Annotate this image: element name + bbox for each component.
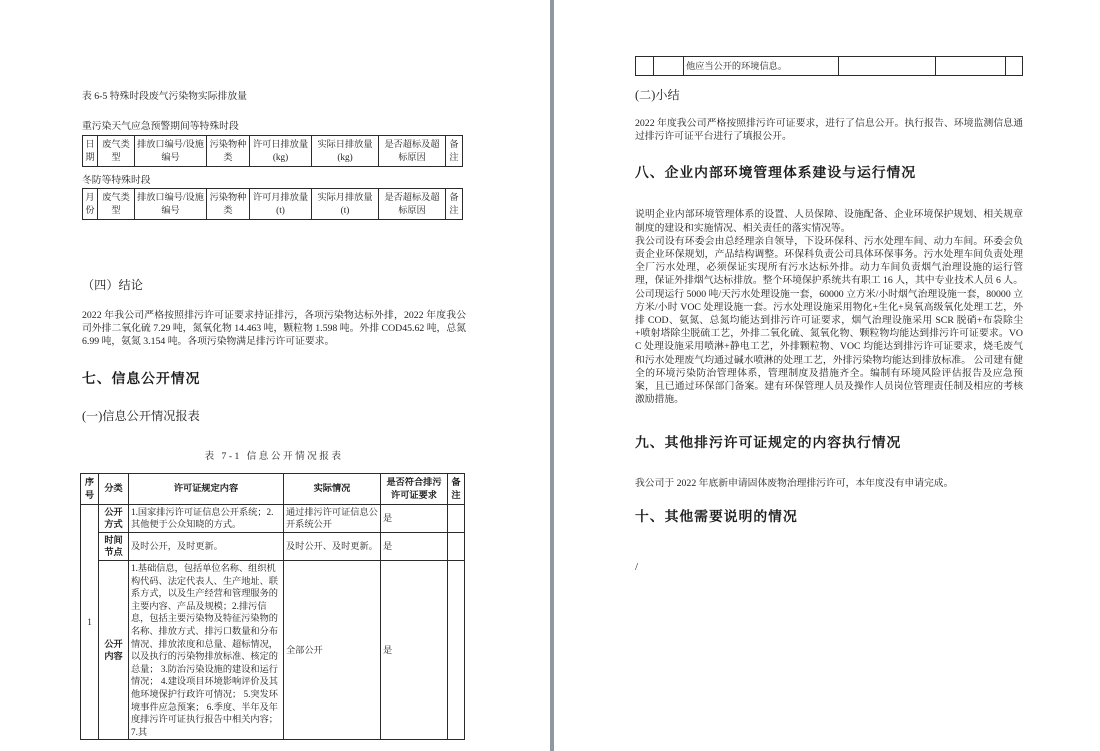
section-8-paragraph-2: 我公司设有环委会由总经理亲自领导，下设环保科、污水处理车间、动力车间。环委会负责企业环保规划，产品结构调整。环保科负责公司具体环保事务。污水处理车间负责处理全厂污水处理，必须保证实现所有污水达标外排。动力车间负责烟气治理设施的运行管理，保证外排烟气达标排放。整个环境保护系统共有职工 16 人，其中专业技术人员 6 人。公司现运行 5000 吨/天污水处理设施一套，60000 立方米/小时烟气治理设施一套，80000 立方米/小时 VOC 处理设施一套。污水处理设施采用物化+生化+臭氧高级氧化处理工艺，外排 COD、氨氮、总氮均能达到排污许可证要求，烟气治理设施采用 SCR 脱硝+布袋除尘+喷射塔除尘脱硫工艺，外排二氧化硫、氮氧化物、颗粒物均能达到排污许可证要求。VOC 处理设施采用喷淋+静电工艺，外排颗粒物、VOC 均能达到排污许可证要求，烧毛废气和污水处理废气均通过碱水喷淋的处理工艺，外排污染物均能达到排放标准。 公司建有健全的环境污染防治管理体系，管理制度及措施齐全。编制有环境风险评估报告及应急预案，且已通过环保部门备案。建有环保管理人员及操作人员岗位管理责任制及相应的考核激励措施。 xyxy=(635,235,1023,406)
col-header-seq: 序号 xyxy=(81,473,99,504)
table-row xyxy=(636,57,1023,76)
table-row xyxy=(83,136,463,167)
col-header-comply: 是否符合排污许可证要求 xyxy=(381,473,448,504)
right-page xyxy=(554,0,1100,751)
col-header-actual-daily: 实际日排放量(kg) xyxy=(312,136,379,167)
actual-cell: 及时公开、及时更新。 xyxy=(284,532,381,560)
section-8-heading: 八、企业内部环境管理体系建设与运行情况 xyxy=(635,165,917,181)
category-cell: 公开内容 xyxy=(99,560,129,739)
daily-special-period-table xyxy=(82,135,463,167)
info-disclosure-table-continued xyxy=(635,56,1023,76)
conclusion-subheading: （四）结论 xyxy=(82,278,143,292)
seq-cell xyxy=(636,57,654,76)
summary-subheading: (二)小结 xyxy=(635,88,680,102)
section-8-paragraph-1: 说明企业内部环境管理体系的设置、人员保障、设施配备、企业环境保护规划、相关规章制度的建设和实施情况、相关责任的落实情况等。 xyxy=(635,209,1023,234)
actual-cell: 全部公开 xyxy=(284,560,381,739)
comply-cell: 是 xyxy=(381,532,448,560)
seq-cell: 1 xyxy=(81,504,99,740)
col-header-permitted-monthly: 许可月排放量(t) xyxy=(250,189,312,220)
col-header-exceedance: 是否超标及超标原因 xyxy=(379,189,446,220)
remark-cell xyxy=(448,560,465,739)
col-header-gas-type: 废气类型 xyxy=(98,189,135,220)
conclusion-paragraph: 2022 年我公司严格按照排污许可证要求持证排污，各项污染物达标外排，2022 年度我公司外排二氧化硫 7.29 吨，氮氧化物 14.463 吨，颗粒物 1.598 吨。外排 COD45.62 吨，总氮 6.99 吨，氨氮 3.154 吨。各项污染物满足排污许可证要求。 xyxy=(82,310,466,348)
summary-paragraph: 2022 年度我公司严格按照排污许可证要求，进行了信息公开。执行报告、环境监测信息通过排污许可证平台进行了填报公开。 xyxy=(635,118,1023,143)
col-header-actual: 实际情况 xyxy=(284,473,381,504)
col-header-pollutant: 污染物种类 xyxy=(207,189,250,220)
col-header-remark: 备注 xyxy=(446,136,463,167)
table-row xyxy=(83,189,463,220)
col-header-exceedance: 是否超标及超标原因 xyxy=(379,136,446,167)
category-cell xyxy=(654,57,684,76)
col-header-pollutant: 污染物种类 xyxy=(207,136,250,167)
category-cell: 公开方式 xyxy=(99,504,129,532)
comply-cell: 是 xyxy=(381,560,448,739)
col-header-remark: 备注 xyxy=(448,473,465,504)
comply-cell: 是 xyxy=(381,504,448,532)
col-header-permitted-daily: 许可日排放量(kg) xyxy=(250,136,312,167)
table-row xyxy=(81,560,465,739)
remark-cell xyxy=(448,532,465,560)
section-7-heading: 七、信息公开情况 xyxy=(82,370,201,386)
winter-period-label: 冬防等特殊时段 xyxy=(82,175,151,186)
col-header-remark: 备注 xyxy=(446,189,463,220)
heavy-pollution-period-label: 重污染天气应急预警期间等特殊时段 xyxy=(82,121,239,132)
permit-content-cell: 1.国家排污许可证信息公开系统；2.其他便于公众知晓的方式。 xyxy=(129,504,284,532)
table-7-1-caption: 表 7-1 信息公开情况报表 xyxy=(204,450,344,462)
table-row xyxy=(81,504,465,532)
category-cell: 时间节点 xyxy=(99,532,129,560)
actual-cell: 通过排污许可证信息公开系统公开 xyxy=(284,504,381,532)
permit-content-cell: 1.基础信息，包括单位名称、组织机构代码、法定代表人、生产地址、联系方式，以及生产经营和管理服务的主要内容、产品及规模；2.排污信息，包括主要污染物及特征污染物的名称、排放方式、排污口数量和分布情况、排放浓度和总量、超标情况，以及执行的污染物排放标准、核定的总量； 3.防治污染设施的建设和运行情况； 4.建设项目环境影响评价及其他环境保护行政许可情况； 5.突发环境事件应急预案； 6.季度、半年及年度排污许可证执行报告中相关内容； 7.其 xyxy=(129,560,284,739)
col-header-outlet-id: 排放口编号/设施编号 xyxy=(135,189,207,220)
permit-content-cell: 及时公开，及时更新。 xyxy=(129,532,284,560)
section-10-heading: 十、其他需要说明的情况 xyxy=(635,508,798,524)
section-9-heading: 九、其他排污许可证规定的内容执行情况 xyxy=(635,435,902,451)
col-header-date: 日期 xyxy=(83,136,98,167)
col-header-outlet-id: 排放口编号/设施编号 xyxy=(135,136,207,167)
table-header-row xyxy=(81,473,465,504)
remark-cell xyxy=(1006,57,1023,76)
col-header-permit-content: 许可证规定内容 xyxy=(129,473,284,504)
info-disclosure-table xyxy=(80,473,465,741)
actual-cell xyxy=(839,57,936,76)
comply-cell xyxy=(936,57,1006,76)
col-header-actual-monthly: 实际月排放量(t) xyxy=(312,189,379,220)
section-7-sub1-heading: (一)信息公开情况报表 xyxy=(82,408,200,423)
col-header-month: 月份 xyxy=(83,189,98,220)
section-10-content: / xyxy=(635,560,639,573)
table-6-5-caption: 表 6-5 特殊时段废气污染物实际排放量 xyxy=(82,91,247,102)
table-row xyxy=(81,532,465,560)
monthly-special-period-table xyxy=(82,188,463,220)
col-header-gas-type: 废气类型 xyxy=(98,136,135,167)
section-9-paragraph: 我公司于 2022 年底新申请固体废物治理排污许可，本年度没有申请完成。 xyxy=(635,478,954,490)
permit-content-cell: 他应当公开的环境信息。 xyxy=(684,57,839,76)
col-header-category: 分类 xyxy=(99,473,129,504)
remark-cell xyxy=(448,504,465,532)
